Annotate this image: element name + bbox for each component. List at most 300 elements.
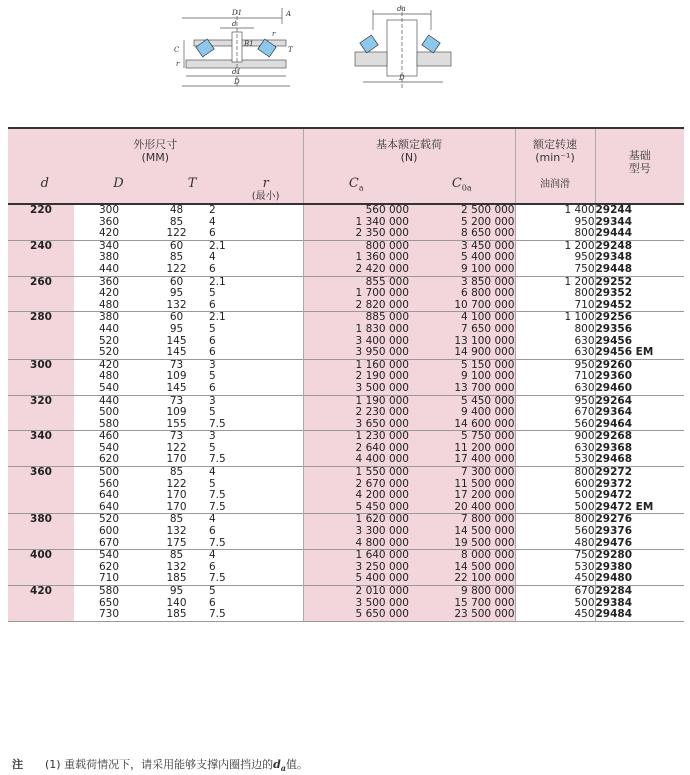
cell-speed: 950	[574, 394, 595, 407]
cell-r: 4	[209, 251, 216, 264]
cell-T: 122	[166, 227, 187, 240]
cell-T: 132	[166, 298, 187, 311]
cell-T-group	[144, 431, 209, 467]
table-row	[8, 240, 684, 276]
cell-model: 29372	[595, 477, 633, 490]
cell-speed: 500	[574, 596, 595, 609]
cell-ca-group	[303, 204, 409, 240]
cell-ca-group	[303, 276, 409, 312]
header-D: D	[113, 176, 124, 191]
cell-r: 6	[209, 346, 216, 359]
cell-r: 4	[209, 466, 216, 479]
cell-T: 85	[169, 466, 184, 479]
cell-ca-group	[303, 586, 409, 622]
cell-speed: 710	[574, 370, 595, 383]
cell-r: 5	[209, 441, 216, 454]
cell-speed: 1 200	[564, 239, 595, 252]
cell-speed: 450	[574, 608, 595, 621]
cell-r: 6	[209, 560, 216, 573]
cell-c0a: 7 300 000	[461, 466, 515, 479]
cell-D: 650	[98, 596, 120, 609]
cell-r: 3	[209, 430, 216, 443]
cell-D: 440	[98, 394, 120, 407]
cell-c0a-group	[409, 312, 515, 359]
header-model	[595, 128, 684, 204]
cell-r-group	[209, 395, 303, 431]
cell-c0a-group	[409, 467, 515, 514]
cell-T: 132	[166, 560, 187, 573]
cell-d: 320	[8, 395, 74, 431]
cell-c0a: 23 500 000	[454, 608, 515, 621]
cell-ca-group	[303, 359, 409, 395]
cell-T: 95	[169, 585, 184, 597]
cell-D: 520	[98, 513, 120, 526]
cell-D-group	[74, 514, 144, 550]
cell-ca: 885 000	[365, 311, 409, 324]
cell-c0a: 3 450 000	[461, 239, 515, 252]
cell-T: 122	[166, 477, 187, 490]
header-load-unit: (N)	[400, 151, 418, 164]
cell-T-group	[144, 276, 209, 312]
cell-c0a: 5 200 000	[461, 215, 515, 228]
cell-speed-group	[515, 514, 595, 550]
cell-ca: 1 620 000	[355, 513, 409, 526]
cell-c0a: 11 500 000	[454, 477, 515, 490]
cell-speed: 560	[574, 525, 595, 538]
cell-ca-group	[303, 467, 409, 514]
cell-ca: 3 650 000	[355, 417, 409, 430]
cell-c0a: 8 650 000	[461, 227, 515, 240]
cell-c0a: 19 500 000	[454, 536, 515, 549]
cell-r-group	[209, 204, 303, 240]
label-da: da	[397, 5, 406, 13]
table-row	[8, 312, 684, 359]
cell-c0a-group	[409, 240, 515, 276]
cell-r: 7.5	[209, 453, 226, 466]
cell-speed: 710	[574, 298, 595, 311]
table-row	[8, 204, 684, 240]
cell-r-group	[209, 467, 303, 514]
cell-ca: 4 400 000	[355, 453, 409, 466]
cell-c0a: 9 800 000	[461, 585, 515, 597]
header-T: T	[187, 176, 197, 191]
cell-model: 29472 EM	[595, 500, 654, 513]
cell-ca: 1 550 000	[355, 466, 409, 479]
cell-D: 480	[98, 298, 120, 311]
cell-r: 6	[209, 227, 216, 240]
cell-c0a: 6 800 000	[461, 287, 515, 300]
cell-ca-group	[303, 514, 409, 550]
cell-c0a: 9 400 000	[461, 406, 515, 419]
cell-ca: 2 350 000	[355, 227, 409, 240]
cell-d: 340	[8, 431, 74, 467]
cell-speed: 750	[574, 549, 595, 562]
footnote-label: 注	[12, 758, 23, 771]
footnote	[12, 756, 308, 773]
cell-c0a: 5 750 000	[461, 430, 515, 443]
cell-c0a: 9 100 000	[461, 262, 515, 275]
cell-T: 145	[166, 381, 187, 394]
cell-D: 580	[98, 417, 120, 430]
cell-T: 175	[166, 536, 187, 549]
cell-c0a: 22 100 000	[454, 572, 515, 585]
label-r-top: r	[272, 30, 276, 38]
cell-c0a: 20 400 000	[454, 500, 515, 513]
cell-model: 29368	[595, 441, 633, 454]
cell-ca: 1 190 000	[355, 394, 409, 407]
cell-D-group	[74, 204, 144, 240]
cell-model: 29256	[595, 311, 633, 324]
cell-c0a: 9 100 000	[461, 370, 515, 383]
cell-c0a-group	[409, 276, 515, 312]
cell-ca-group	[303, 550, 409, 586]
cell-D: 710	[98, 572, 120, 585]
cell-D: 560	[98, 477, 120, 490]
cell-T-group	[144, 467, 209, 514]
cell-model: 29344	[595, 215, 633, 228]
header-ca: $C_a$	[348, 176, 364, 193]
cell-model: 29484	[595, 608, 633, 621]
cell-r: 5	[209, 585, 216, 597]
cell-r-group	[209, 586, 303, 622]
cell-T: 60	[169, 239, 184, 252]
cell-speed-group	[515, 276, 595, 312]
label-r-bottom: r	[176, 60, 180, 68]
cell-speed-group	[515, 240, 595, 276]
cell-D: 360	[98, 275, 120, 288]
cell-speed: 600	[574, 477, 595, 490]
header-c0a: $C_{0a}$	[451, 176, 472, 193]
cell-r: 6	[209, 334, 216, 347]
cell-D: 500	[98, 406, 120, 419]
cell-model: 29452	[595, 298, 633, 311]
cell-speed: 800	[574, 322, 595, 335]
cell-r: 7.5	[209, 572, 226, 585]
mounting-diagram	[345, 0, 465, 100]
cell-model: 29244	[595, 204, 633, 216]
cell-T: 95	[169, 322, 184, 335]
cell-ca: 5 400 000	[355, 572, 409, 585]
cell-d: 400	[8, 550, 74, 586]
cell-D-group	[74, 312, 144, 359]
cell-D-group	[74, 586, 144, 622]
cell-model: 29460	[595, 381, 633, 394]
cell-D-group	[74, 431, 144, 467]
cell-r-group	[209, 276, 303, 312]
cell-D: 360	[98, 215, 120, 228]
cell-D: 480	[98, 370, 120, 383]
cell-T: 155	[166, 417, 187, 430]
header-load-title: 基本额定载荷	[376, 138, 442, 151]
cell-speed: 900	[574, 430, 595, 443]
cell-model: 29280	[595, 549, 633, 562]
cell-ca: 4 200 000	[355, 489, 409, 502]
cell-model-group	[595, 586, 684, 622]
cell-T: 170	[166, 500, 187, 513]
cell-r: 2.1	[209, 275, 226, 288]
cell-speed: 800	[574, 466, 595, 479]
table-row	[8, 359, 684, 395]
cell-model: 29264	[595, 394, 633, 407]
cell-ca: 1 360 000	[355, 251, 409, 264]
cell-model: 29356	[595, 322, 633, 335]
cell-D: 540	[98, 549, 120, 562]
cell-D: 440	[98, 322, 120, 335]
cell-model-group	[595, 395, 684, 431]
cell-d: 360	[8, 467, 74, 514]
cell-model: 29248	[595, 239, 633, 252]
cell-c0a: 7 650 000	[461, 322, 515, 335]
cell-d: 240	[8, 240, 74, 276]
cell-T: 170	[166, 489, 187, 502]
cell-D-group	[74, 395, 144, 431]
cell-r: 2	[209, 204, 216, 216]
cell-r: 7.5	[209, 536, 226, 549]
cell-D: 640	[98, 489, 120, 502]
cell-T-group	[144, 586, 209, 622]
cell-r-group	[209, 359, 303, 395]
header-d: d	[40, 176, 49, 191]
cell-T-group	[144, 550, 209, 586]
cell-model: 29444	[595, 227, 633, 240]
cell-speed-group	[515, 359, 595, 395]
cell-model: 29376	[595, 525, 633, 538]
cell-c0a-group	[409, 395, 515, 431]
cell-d: 300	[8, 359, 74, 395]
cell-model: 29360	[595, 370, 633, 383]
header-r-note: (最小)	[251, 191, 280, 202]
cell-r-group	[209, 550, 303, 586]
cell-speed: 950	[574, 215, 595, 228]
cell-T-group	[144, 204, 209, 240]
cell-D: 580	[98, 585, 120, 597]
cell-T-group	[144, 240, 209, 276]
cell-ca: 2 010 000	[355, 585, 409, 597]
cell-model: 29456	[595, 334, 633, 347]
cell-ca: 2 820 000	[355, 298, 409, 311]
cell-ca: 1 160 000	[355, 358, 409, 371]
cell-T: 73	[169, 358, 184, 371]
cell-D: 520	[98, 334, 120, 347]
cell-D: 670	[98, 536, 120, 549]
cell-c0a: 5 450 000	[461, 394, 515, 407]
header-speed-title: 额定转速	[533, 138, 577, 151]
cell-speed: 670	[574, 585, 595, 597]
cell-c0a: 10 700 000	[454, 298, 515, 311]
cell-r: 6	[209, 381, 216, 394]
cell-ca: 1 830 000	[355, 322, 409, 335]
cell-d: 420	[8, 586, 74, 622]
cell-ca: 4 800 000	[355, 536, 409, 549]
header-speed-oil: 油润滑	[540, 179, 570, 190]
cell-ca: 5 650 000	[355, 608, 409, 621]
cell-model: 29252	[595, 275, 633, 288]
cell-speed-group	[515, 395, 595, 431]
cell-D-group	[74, 240, 144, 276]
cell-c0a: 13 100 000	[454, 334, 515, 347]
cell-ca-group	[303, 431, 409, 467]
cell-speed: 630	[574, 441, 595, 454]
cell-ca-group	[303, 395, 409, 431]
cell-r: 6	[209, 262, 216, 275]
cell-model: 29348	[595, 251, 633, 264]
cell-c0a: 14 900 000	[454, 346, 515, 359]
cell-speed: 500	[574, 500, 595, 513]
table-row	[8, 395, 684, 431]
cell-model: 29472	[595, 489, 633, 502]
cell-c0a: 14 500 000	[454, 560, 515, 573]
cell-ca-group	[303, 240, 409, 276]
cell-ca: 2 190 000	[355, 370, 409, 383]
cell-r: 2.1	[209, 311, 226, 324]
header-model-title2: 型号	[628, 162, 651, 175]
cell-r: 6	[209, 596, 216, 609]
cell-T: 132	[166, 525, 187, 538]
cell-d: 260	[8, 276, 74, 312]
cell-r: 4	[209, 513, 216, 526]
cell-model-group	[595, 550, 684, 586]
cell-speed: 800	[574, 227, 595, 240]
cell-ca: 2 640 000	[355, 441, 409, 454]
cell-r: 5	[209, 406, 216, 419]
cell-model: 29276	[595, 513, 633, 526]
header-outer-dims	[8, 128, 303, 204]
cell-c0a: 5 400 000	[461, 251, 515, 264]
cell-c0a: 5 150 000	[461, 358, 515, 371]
cell-model: 29456 EM	[595, 346, 654, 359]
bearing-spec-table	[8, 127, 684, 622]
cell-model-group	[595, 431, 684, 467]
cell-ca: 3 500 000	[355, 381, 409, 394]
cell-r: 5	[209, 322, 216, 335]
cell-c0a: 14 500 000	[454, 525, 515, 538]
cell-c0a-group	[409, 359, 515, 395]
cell-D-group	[74, 467, 144, 514]
cell-D-group	[74, 276, 144, 312]
cell-c0a: 11 200 000	[454, 441, 515, 454]
cell-T: 60	[169, 311, 184, 324]
label-D-right: D	[399, 74, 405, 82]
cell-r: 2.1	[209, 239, 226, 252]
cell-T: 145	[166, 334, 187, 347]
cell-speed: 630	[574, 334, 595, 347]
cell-speed: 560	[574, 417, 595, 430]
cell-speed: 630	[574, 346, 595, 359]
cell-c0a: 14 600 000	[454, 417, 515, 430]
cell-speed-group	[515, 312, 595, 359]
cell-ca: 3 400 000	[355, 334, 409, 347]
cell-model: 29468	[595, 453, 633, 466]
cell-model-group	[595, 276, 684, 312]
cell-D: 380	[98, 311, 120, 324]
cell-ca: 1 640 000	[355, 549, 409, 562]
cell-speed: 800	[574, 287, 595, 300]
cell-D-group	[74, 359, 144, 395]
cell-r: 5	[209, 477, 216, 490]
cell-model: 29380	[595, 560, 633, 573]
cell-T: 60	[169, 275, 184, 288]
cell-speed: 530	[574, 560, 595, 573]
cell-ca: 2 670 000	[355, 477, 409, 490]
header-load	[303, 128, 515, 204]
table-row	[8, 276, 684, 312]
cell-model: 29352	[595, 287, 633, 300]
cell-d: 380	[8, 514, 74, 550]
table-row	[8, 586, 684, 622]
cell-model-group	[595, 204, 684, 240]
header-speed	[515, 128, 595, 204]
cell-c0a-group	[409, 204, 515, 240]
cell-ca: 560 000	[365, 204, 409, 216]
cell-T-group	[144, 359, 209, 395]
cell-ca: 2 230 000	[355, 406, 409, 419]
cell-T: 109	[166, 370, 187, 383]
cell-D: 620	[98, 453, 120, 466]
cell-D: 540	[98, 381, 120, 394]
cell-D: 420	[98, 227, 120, 240]
table-body	[8, 204, 684, 621]
cell-model-group	[595, 359, 684, 395]
cell-speed: 480	[574, 536, 595, 549]
header-model-title: 基础	[628, 149, 651, 162]
cell-r-group	[209, 431, 303, 467]
cell-D: 730	[98, 608, 120, 621]
cell-c0a: 8 000 000	[461, 549, 515, 562]
header-outer-title: 外形尺寸	[133, 138, 178, 151]
footnote-var: $d_a$	[273, 758, 286, 774]
cell-D: 500	[98, 466, 120, 479]
cell-c0a: 17 200 000	[454, 489, 515, 502]
cell-D: 620	[98, 560, 120, 573]
table-row	[8, 467, 684, 514]
cell-T-group	[144, 312, 209, 359]
cell-r: 7.5	[209, 608, 226, 621]
cell-speed: 950	[574, 358, 595, 371]
cell-d: 280	[8, 312, 74, 359]
cell-T: 48	[169, 204, 184, 216]
bearing-section-diagram	[172, 0, 302, 100]
cell-D: 460	[98, 430, 120, 443]
cell-r: 3	[209, 358, 216, 371]
cell-D: 440	[98, 262, 120, 275]
cell-r: 7.5	[209, 500, 226, 513]
cell-T: 185	[166, 608, 187, 621]
cell-model: 29464	[595, 417, 633, 430]
cell-d: 220	[8, 204, 74, 240]
cell-r-group	[209, 514, 303, 550]
label-d: d	[232, 20, 237, 28]
cell-model-group	[595, 240, 684, 276]
cell-model-group	[595, 312, 684, 359]
cell-ca: 800 000	[365, 239, 409, 252]
cell-T: 140	[166, 596, 187, 609]
cell-T: 73	[169, 394, 184, 407]
cell-ca: 3 500 000	[355, 596, 409, 609]
cell-speed: 530	[574, 453, 595, 466]
cell-ca: 5 450 000	[355, 500, 409, 513]
cell-D: 520	[98, 346, 120, 359]
cell-ca: 3 300 000	[355, 525, 409, 538]
cell-speed: 500	[574, 489, 595, 502]
cell-T: 85	[169, 513, 184, 526]
cell-c0a: 3 850 000	[461, 275, 515, 288]
cell-r-group	[209, 312, 303, 359]
cell-speed: 750	[574, 262, 595, 275]
cell-model: 29384	[595, 596, 633, 609]
cell-ca: 1 340 000	[355, 215, 409, 228]
footnote-tail: 值。	[285, 758, 308, 771]
header-outer-unit: (MM)	[141, 151, 170, 164]
